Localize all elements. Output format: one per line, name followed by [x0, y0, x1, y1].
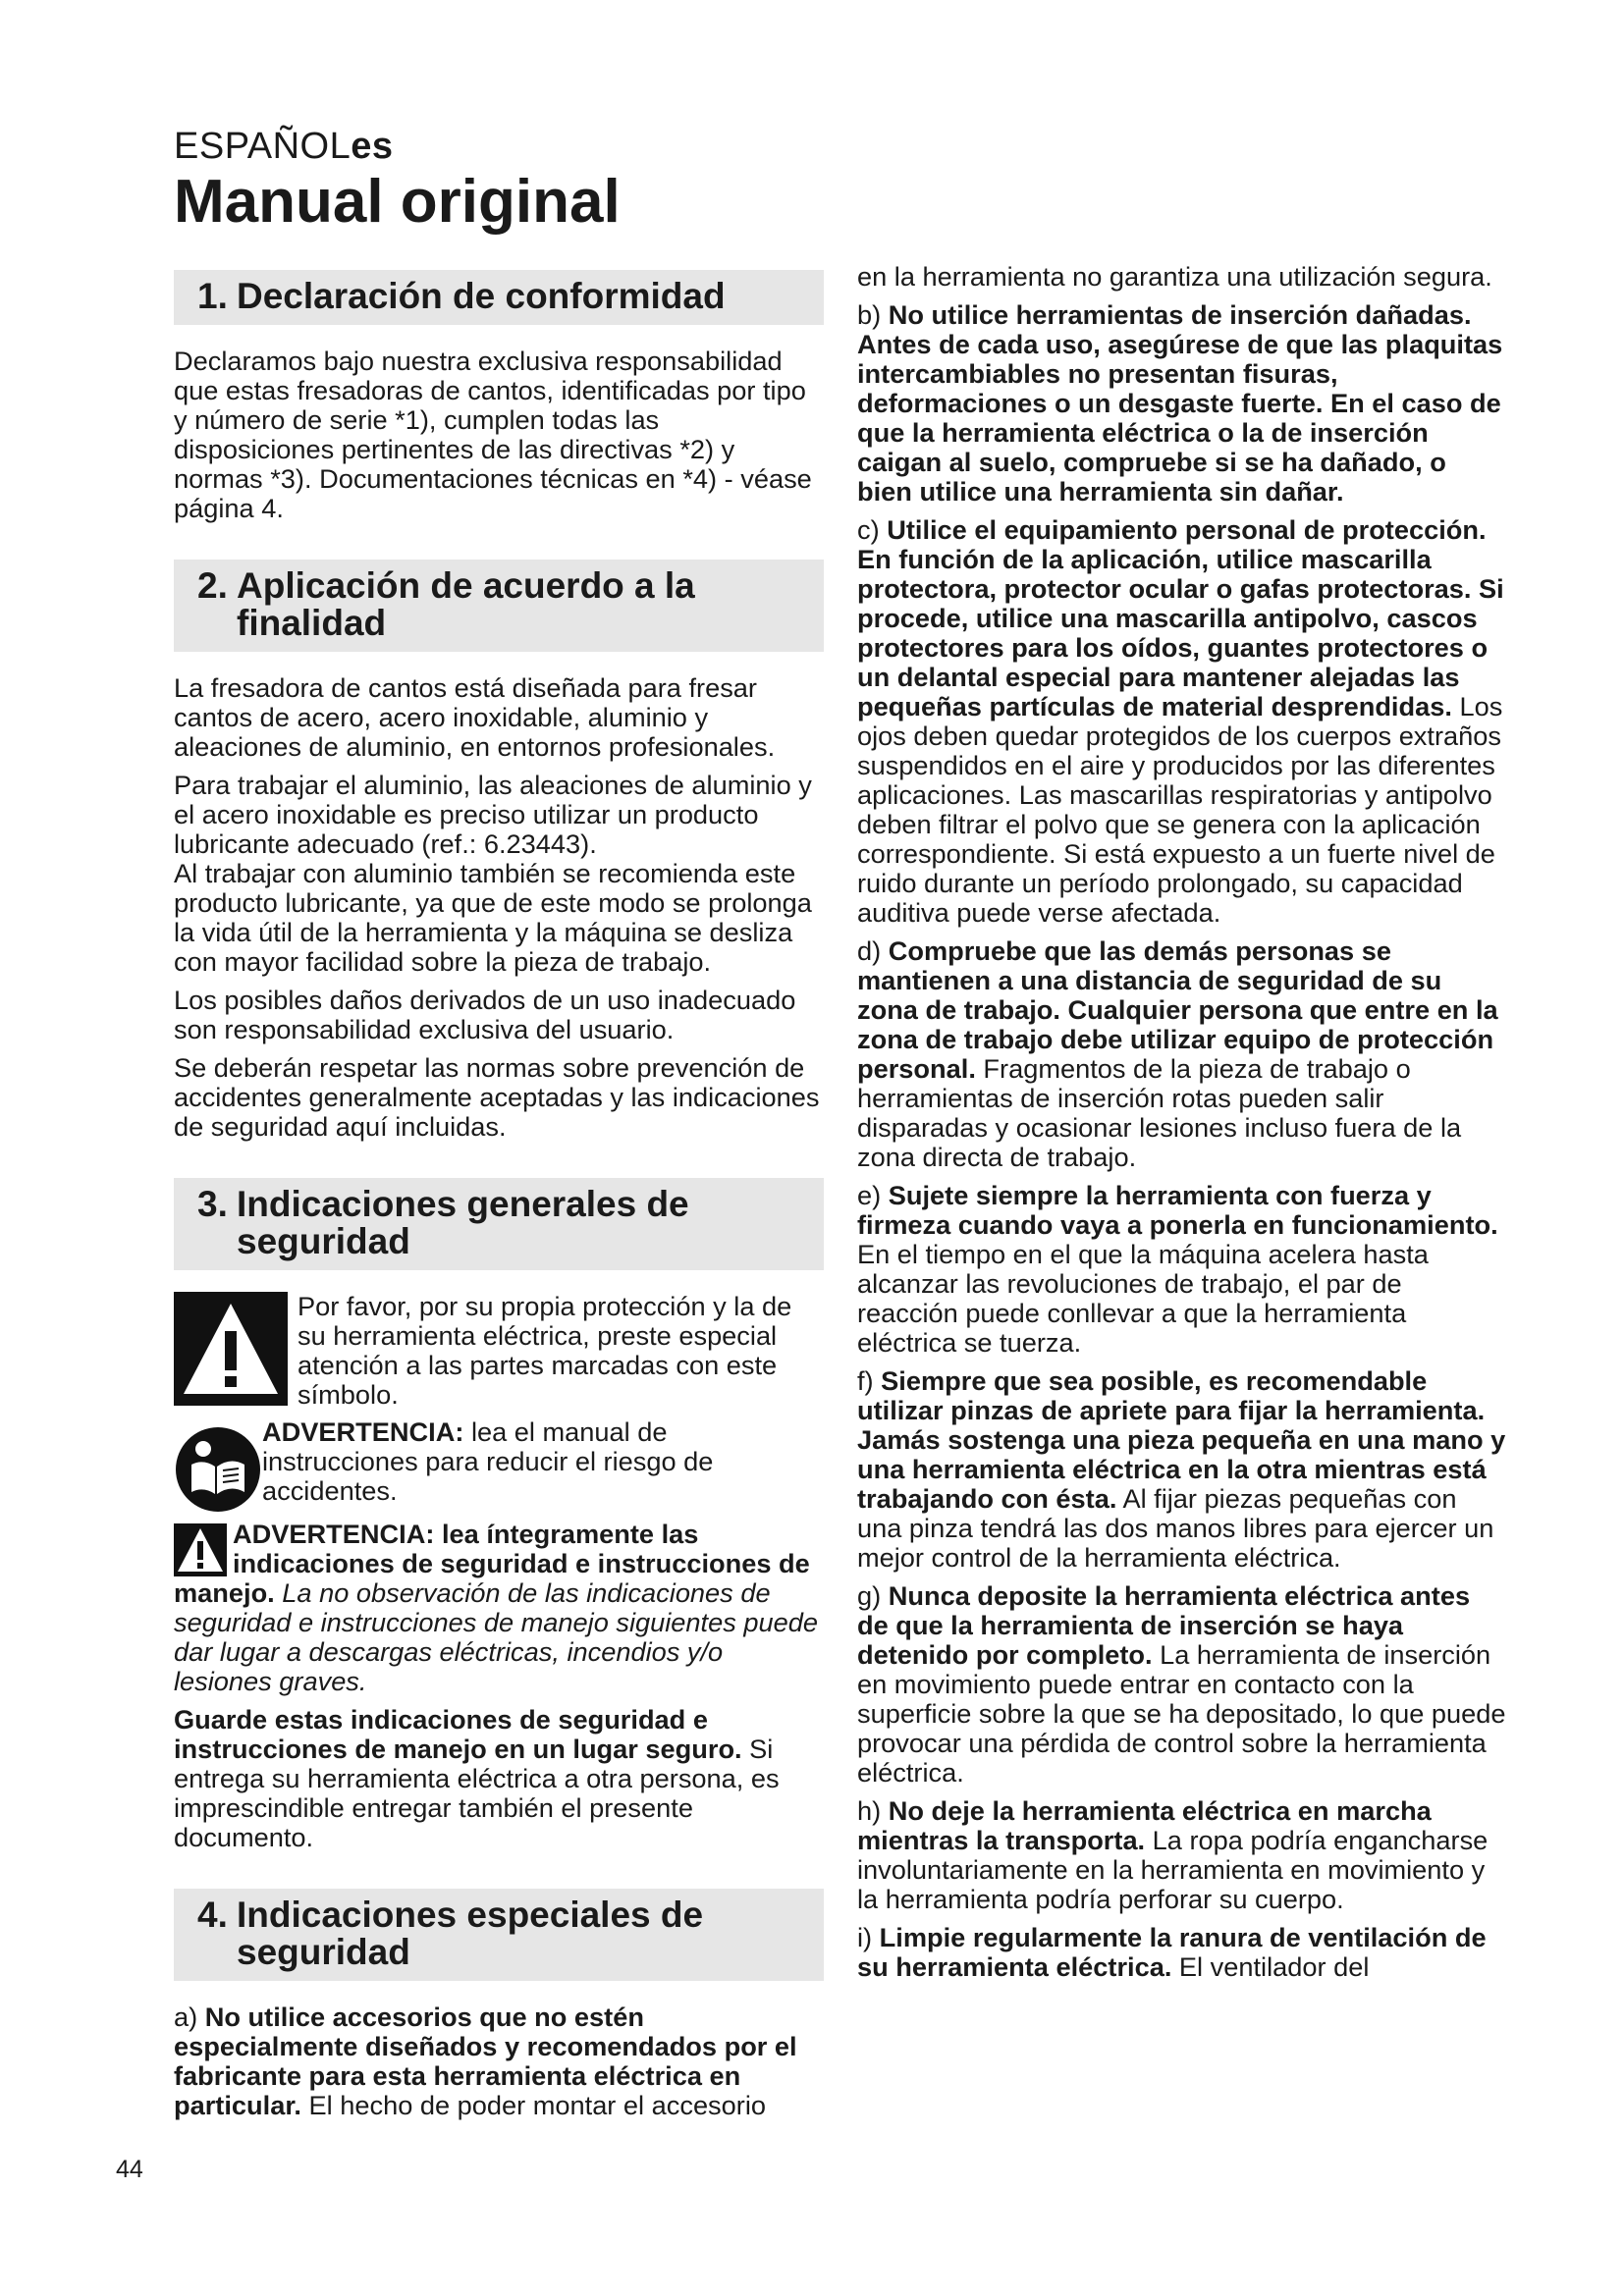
section-title: Indicaciones generales de — [237, 1184, 689, 1224]
paragraph: Para trabajar el aluminio, las aleaciones de aluminio y el acero inoxidable es preciso utilizar un producto lubricante adecuado (ref.: 6.23443). — [174, 770, 812, 859]
warning-triangle-icon — [174, 1292, 288, 1406]
section-title-line2: seguridad — [237, 1932, 410, 1972]
language-name: ESPAÑOL — [174, 126, 352, 167]
page-title: Manual original — [174, 168, 621, 236]
safety-item-i: i) Limpie regularmente la ranura de ventilación de su herramienta eléctrica. El ventilador del — [857, 1922, 1487, 1982]
safety-item-a-continued: en la herramienta no garantiza una utilización segura. — [857, 261, 1492, 292]
safety-item-b: b) No utilice herramientas de inserción dañadas. Antes de cada uso, asegúrese de que las plaquitas intercambiables no presentan fisuras, deformaciones o un desgaste fuerte. En el caso de que la herramienta eléctrica o la de inserción caigan al suelo, compruebe si se ha dañado, o bien utilice una herramienta sin dañar. — [857, 299, 1503, 507]
conformity-paragraph: Declaramos bajo nuestra exclusiva responsabilidad que estas fresadoras de cantos, identificadas por tipo y número de serie *1), cumplen todas las disposiciones pertinentes de las directivas *2) y normas *3). Documentaciones técnicas en *4) - véase página 4. — [174, 346, 812, 523]
left-column — [174, 270, 824, 2129]
safety-item-g: g) Nunca deposite la herramienta eléctrica antes de que la herramienta de inserción se haya detenido por completo. La herramienta de inserción en movimiento puede entrar en contacto con la superficie sobre la que se ha depositado, lo que puede provocar una pérdida de control sobre la herramienta eléctrica. — [857, 1580, 1506, 1788]
section-title-line2: finalidad — [237, 603, 387, 643]
section-number: 4. — [197, 1895, 228, 1935]
language-code: es — [351, 126, 394, 167]
safety-item-f: f) Siempre que sea posible, es recomendable utilizar pinzas de apriete para fijar la herramienta. Jamás sostenga una pieza pequeña en una mano y una herramienta eléctrica en la otra mientras está trabajando con ésta. Al fijar piezas pequeñas con una pinza tendrá las dos manos libres para ejercer un mejor control de la herramienta eléctrica. — [857, 1365, 1506, 1573]
keep-instructions-paragraph: Guarde estas indicaciones de seguridad e instrucciones de manejo en un lugar seguro. Si entrega su herramienta eléctrica a otra persona, es imprescindible entregar también el presente documento. — [174, 1704, 780, 1852]
safety-item-e: e) Sujete siempre la herramienta con fuerza y firmeza cuando vaya a ponerla en funcionamiento. En el tiempo en el que la máquina acelera hasta alcanzar las revoluciones de trabajo, el par de reacción puede conllevar a que la herramienta eléctrica se tuerza. — [857, 1180, 1498, 1358]
paragraph: Los posibles daños derivados de un uso inadecuado son responsabilidad exclusiva del usuario. — [174, 985, 796, 1044]
section-number: 3. — [197, 1184, 228, 1224]
read-manual-text: ADVERTENCIA: lea el manual de instrucciones para reducir el riesgo de accidentes. — [262, 1416, 714, 1506]
warning-symbol-note — [174, 1292, 824, 1410]
right-column — [857, 262, 1508, 1991]
read-manual-icon — [174, 1425, 262, 1514]
language-label — [174, 126, 393, 168]
section-number: 2. — [197, 565, 228, 606]
paragraph: Al trabajar con aluminio también se recomienda este producto lubricante, ya que de este modo se prolonga la vida útil de la herramienta y la máquina se desliza con mayor facilidad sobre la pieza de trabajo. — [174, 858, 812, 977]
paragraph: Se deberán respetar las normas sobre prevención de accidentes generalmente aceptadas y las indicaciones de seguridad aquí incluidas. — [174, 1052, 820, 1142]
safety-item-c: c) Utilice el equipamiento personal de protección. En función de la aplicación, utilice mascarilla protectora, protector ocular o gafas protectoras. Si procede, utilice una mascarilla antipolvo, cascos protectores para los oídos, guantes protectores o un delantal especial para mantener alejadas las pequeñas partículas de material desprendidas. Los ojos deben quedar protegidos de los cuerpos extraños suspendidos en el aire y producidos por las diferentes aplicaciones. Las mascarillas respiratorias y antipolvo deben filtrar el polvo que se genera con la aplicación correspondiente. Si está expuesto a un fuerte nivel de ruido durante un período prolongado, su capacidad auditiva puede verse afectada. — [857, 514, 1504, 928]
page-number: 44 — [116, 2156, 143, 2183]
section-title: Indicaciones especiales de — [237, 1895, 704, 1935]
safety-item-h: h) No deje la herramienta eléctrica en marcha mientras la transporta. La ropa podría engancharse involuntariamente en la herramienta en movimiento y la herramienta podría perforar su cuerpo. — [857, 1795, 1489, 1914]
paragraph: La fresadora de cantos está diseñada para fresar cantos de acero, acero inoxidable, aluminio y aleaciones de aluminio, en entornos profesionales. — [174, 672, 776, 762]
section-1-heading — [174, 270, 824, 325]
safety-warning-paragraph: ADVERTENCIA: lea íntegramente las indicaciones de seguridad e instrucciones de manejo. La no observación de las indicaciones de seguridad e instrucciones de manejo siguientes puede dar lugar a descargas eléctricas, incendios y/o lesiones graves. — [174, 1519, 818, 1696]
safety-item-d: d) Compruebe que las demás personas se mantienen a una distancia de seguridad de su zona de trabajo. Cualquier persona que entre en la zona de trabajo debe utilizar equipo de protección personal. Fragmentos de la pieza de trabajo o herramientas de inserción rotas pueden salir disparadas y ocasionar lesiones incluso fuera de la zona directa de trabajo. — [857, 935, 1498, 1172]
section-number: 1. — [197, 276, 228, 316]
safety-item-a: a) No utilice accesorios que no estén especialmente diseñados y recomendados por el fabricante para esta herramienta eléctrica en particular. El hecho de poder montar el accesorio — [174, 2002, 797, 2120]
warning-triangle-small-icon — [174, 1523, 227, 1576]
warning-symbol-text: Por favor, por su propia protección y la de su herramienta eléctrica, preste especial atención a las partes marcadas con este símbolo. — [298, 1291, 792, 1410]
section-2-heading — [174, 560, 824, 652]
section-title-line2: seguridad — [237, 1221, 410, 1261]
section-4-heading — [174, 1889, 824, 1981]
section-title: Declaración de conformidad — [237, 276, 726, 316]
warning-label: ADVERTENCIA: — [262, 1416, 464, 1447]
section-3-heading — [174, 1178, 824, 1270]
section-title: Aplicación de acuerdo a la — [237, 565, 695, 606]
read-manual-note — [174, 1417, 824, 1514]
